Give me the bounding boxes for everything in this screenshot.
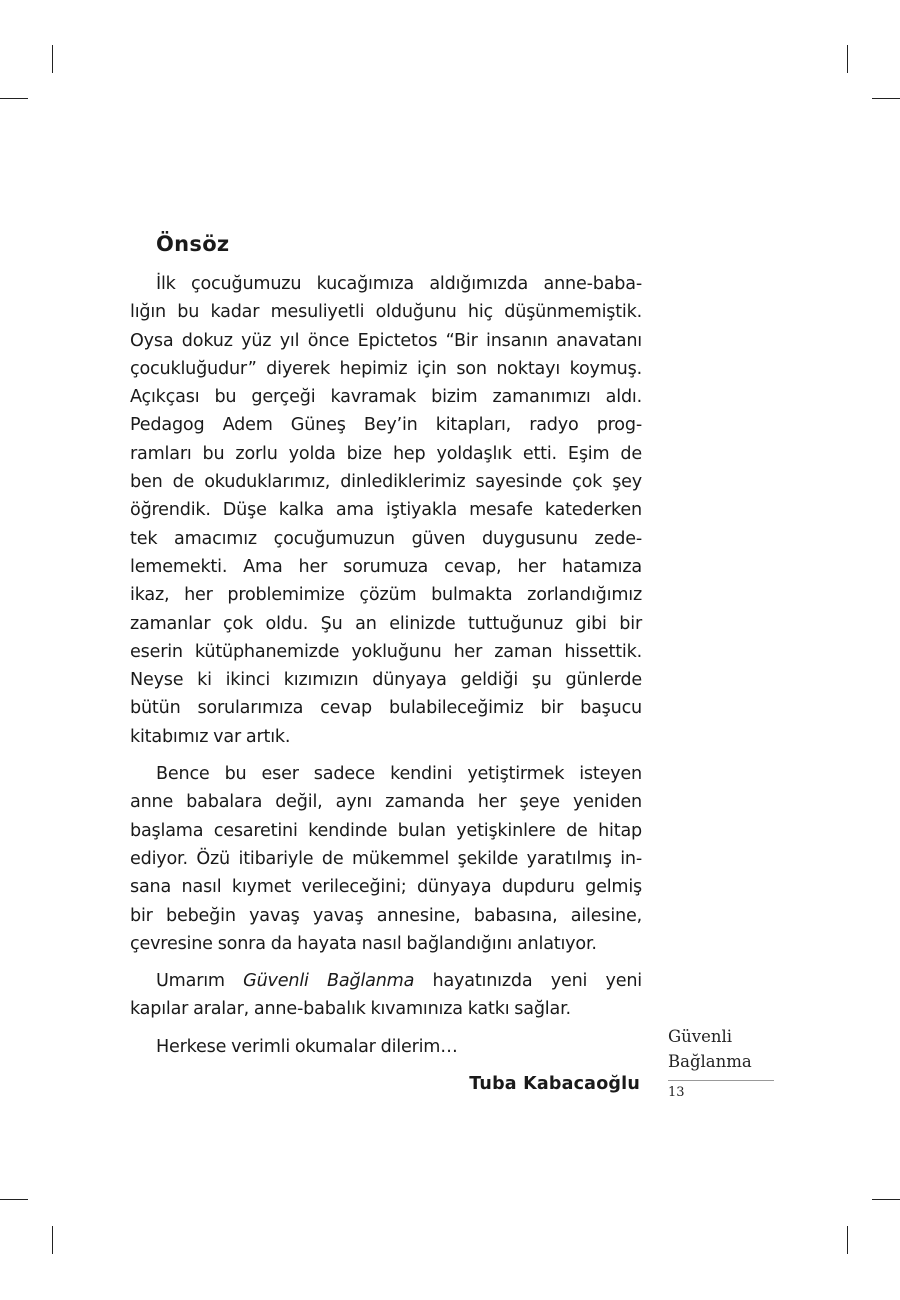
text-line: çevresine sonra da hayata nasıl bağlandığını anlatıyor. [130, 933, 597, 954]
page-number: 13 [668, 1085, 685, 1100]
text-line: Oysa dokuz yüz yıl önce Epictetos “Bir insanın anavatanı [130, 330, 642, 351]
text-line [130, 967, 642, 995]
text-line: İlk çocuğumuzu kucağımıza aldığımızda anne-baba- [156, 274, 642, 294]
text-line: ben de okuduklarımız, dinlediklerimiz sayesinde çok şey [130, 472, 642, 493]
crop-mark [847, 1226, 848, 1254]
crop-mark [847, 45, 848, 73]
text-line: kapılar aralar, anne-babalık kıvamınıza katkı sağlar. [130, 999, 571, 1020]
book-title-italic: Güvenli Bağlanma [243, 971, 415, 992]
text-line: öğrendik. Düşe kalka ama iştiyakla mesafe katederken [130, 500, 642, 521]
paragraph-4 [130, 1033, 642, 1061]
text-line: Neyse ki ikinci kızımızın dünyaya geldiği şu günlerde [130, 670, 642, 691]
text-line: ikaz, her problemimize çözüm bulmakta zorlandığımız [130, 585, 642, 606]
text-line: lığın bu kadar mesuliyetli olduğunu hiç düşünmemiştik. [130, 302, 642, 323]
running-head-line: Bağlanma [668, 1052, 752, 1071]
crop-mark [872, 1199, 900, 1200]
paragraph-2 [130, 760, 642, 958]
paragraph-1 [130, 270, 642, 751]
crop-mark [52, 45, 53, 73]
body-text [130, 270, 642, 1061]
text-line: bir bebeğin yavaş yavaş annesine, babasına, ailesine, [130, 905, 642, 926]
text-line: Açıkçası bu gerçeği kavramak bizim zamanımızı aldı. [130, 387, 642, 408]
page-title: Önsöz [156, 232, 230, 256]
text-line: ediyor. Özü itibariyle de mükemmel şekilde yaratılmış in- [130, 848, 642, 869]
text-line: bütün sorularımıza cevap bulabileceğimiz bir başucu [130, 698, 642, 719]
running-head-rule [668, 1080, 774, 1081]
crop-mark [0, 98, 28, 99]
paragraph-gap [130, 751, 642, 760]
crop-mark [0, 1199, 28, 1200]
text-line: Pedagog Adem Güneş Bey’in kitapları, radyo prog- [130, 415, 642, 436]
text-line: Herkese verimli okumalar dilerim… [156, 1036, 458, 1057]
text-line: başlama cesaretini kendinde bulan yetişkinlere de hitap [130, 820, 642, 841]
text-line: sana nasıl kıymet verileceğini; dünyaya dupduru gelmiş [130, 877, 642, 898]
text-line: Bence bu eser sadece kendini yetiştirmek isteyen [156, 764, 642, 785]
text-line: çocukluğudur” diyerek hepimiz için son noktayı koymuş. [130, 358, 642, 379]
paragraph-gap [130, 958, 642, 967]
text-line: kitabımız var artık. [130, 726, 291, 747]
crop-mark [872, 98, 900, 99]
text-run: Umarım [156, 971, 244, 992]
text-line: anne babalara değil, aynı zamanda her şeye yeniden [130, 792, 642, 813]
text-line: zamanlar çok oldu. Şu an elinizde tuttuğunuz gibi bir [130, 613, 642, 634]
text-line: ramları bu zorlu yolda bize hep yoldaşlık etti. Eşim de [130, 443, 642, 464]
running-head-line: Güvenli [668, 1027, 733, 1046]
paragraph-gap [130, 1024, 642, 1033]
running-head [668, 1024, 774, 1074]
text-run: hayatınızda yeni yeni [414, 971, 642, 992]
crop-mark [52, 1226, 53, 1254]
paragraph-3 [130, 967, 642, 1024]
text-line: tek amacımız çocuğumuzun güven duygusunu zede- [130, 528, 642, 549]
text-line: lememekti. Ama her sorumuza cevap, her hatamıza [130, 556, 642, 577]
author-signature: Tuba Kabacaoğlu [469, 1074, 640, 1094]
text-line: eserin kütüphanemizde yokluğunu her zaman hissettik. [130, 641, 642, 662]
